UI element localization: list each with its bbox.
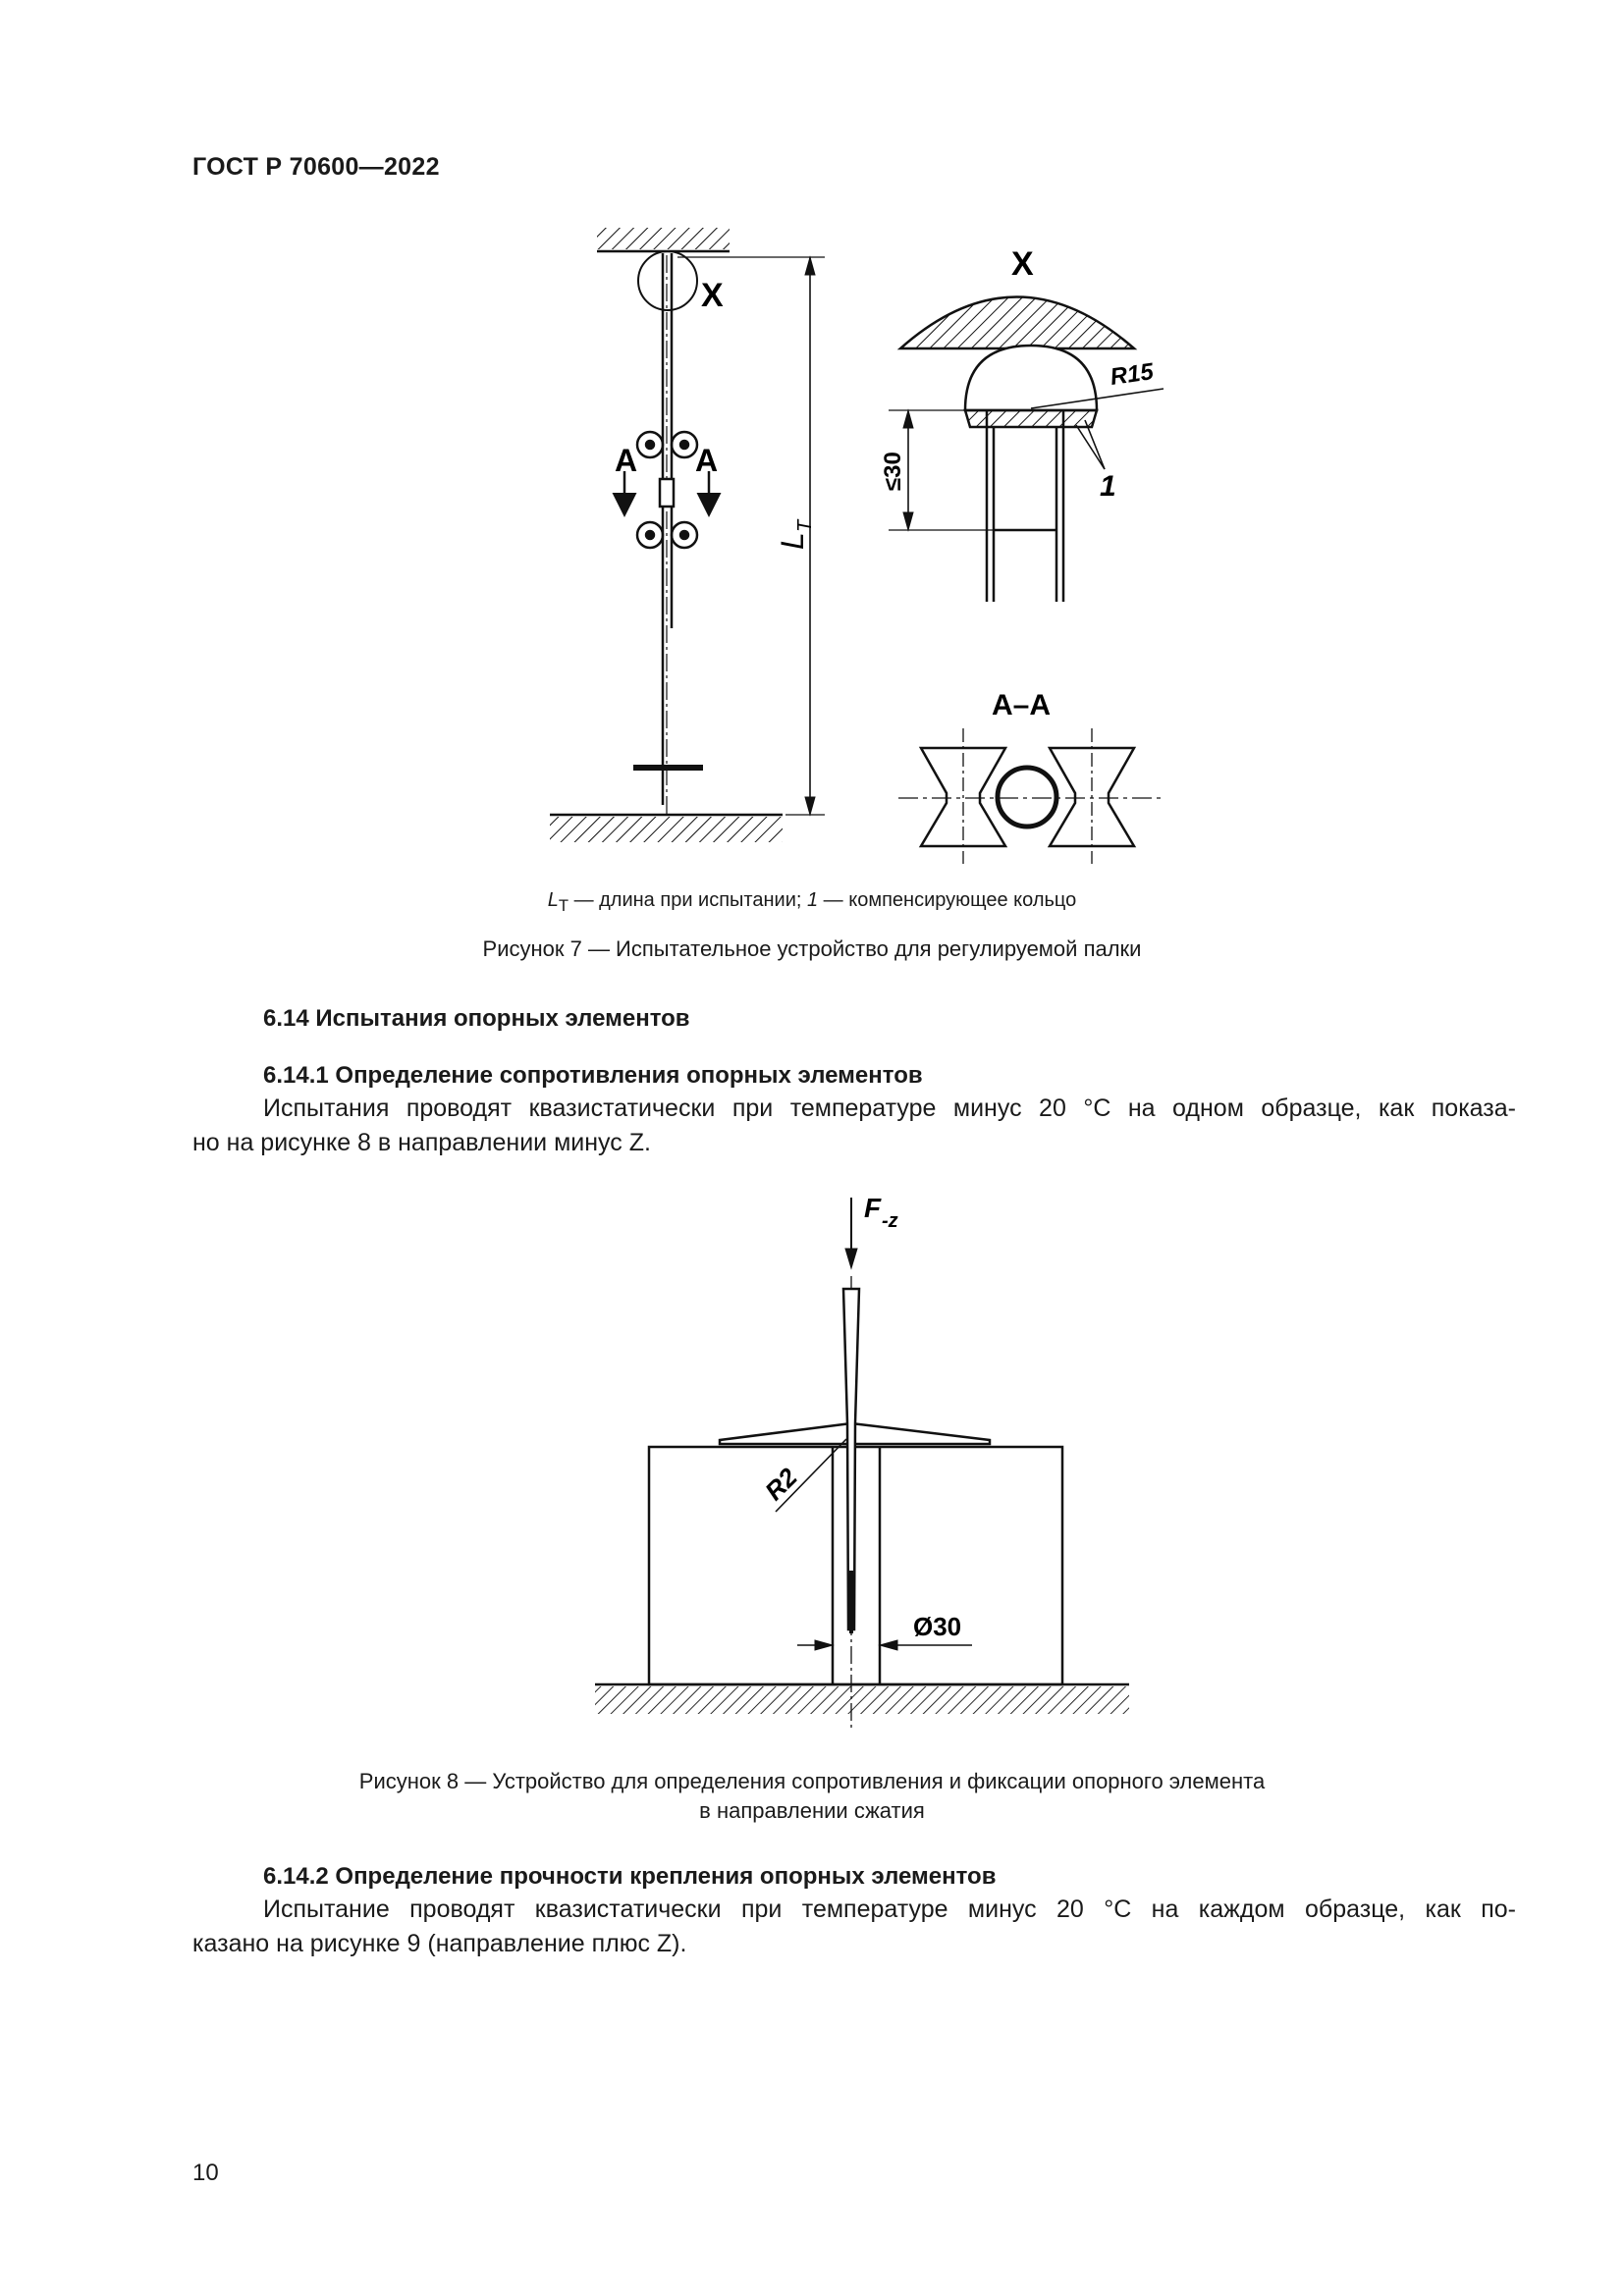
fig8-label-force: F [864, 1193, 882, 1223]
fig8-label-force-sub: -z [882, 1210, 898, 1232]
fig7-label-length-sub: T [794, 519, 816, 532]
fig8-label-diameter: Ø30 [913, 1612, 962, 1641]
legend-text-2: — компенсирующее кольцо [818, 889, 1077, 911]
legend-symbol-sub: T [558, 896, 569, 915]
section-6-14-2-title: 6.14.2 Определение прочности крепления опорных элементов [263, 1863, 997, 1890]
fig7-label-a-right: A [695, 443, 719, 478]
figure-7-legend [0, 889, 1624, 916]
legend-text-1: — длина при испытании; [568, 889, 807, 911]
fig7-label-x: X [701, 277, 724, 314]
legend-item: 1 [806, 889, 819, 911]
support-test-device [595, 1198, 1129, 1728]
fig7-label-item-1: 1 [1100, 470, 1116, 503]
paragraph-line: казано на рисунке 9 (направление плюс Z). [192, 1930, 687, 1957]
paragraph-line: Испытания проводят квазистатически при температуре минус 20 °С на одном образце, как показа- [263, 1095, 1516, 1122]
detail-x [889, 297, 1164, 603]
paragraph-line: Испытание проводят квазистатически при температуре минус 20 °С на каждом образце, как по- [263, 1896, 1516, 1923]
fig7-label-section: A–A [992, 689, 1052, 721]
figure-7-caption: Рисунок 7 — Испытательное устройство для регулируемой палки [482, 936, 1142, 961]
fig7-label-length: L [775, 532, 810, 550]
section-6-14-1-paragraph [192, 1092, 1516, 1160]
fig7-label-a-left: A [615, 443, 638, 478]
legend-symbol: L [547, 889, 559, 911]
section-6-14-title: 6.14 Испытания опорных элементов [263, 1005, 690, 1032]
fig7-label-x-detail: X [1011, 245, 1034, 283]
document-header: ГОСТ Р 70600—2022 [192, 153, 440, 181]
caption-line: Рисунок 8 — Устройство для определения сопротивления и фиксации опорного элемента [358, 1769, 1266, 1793]
fig7-label-dim-30: ≤30 [880, 452, 906, 491]
figure-8-drawing [584, 1188, 1149, 1737]
fig7-label-radius: R15 [1109, 358, 1156, 391]
page-number: 10 [192, 2160, 219, 2186]
section-a-a [898, 728, 1164, 864]
figure-8-caption [0, 1767, 1624, 1826]
caption-line: в направлении сжатия [699, 1798, 925, 1823]
figure-7-drawing [530, 216, 1178, 864]
paragraph-line: но на рисунке 8 в направлении минус Z. [192, 1129, 651, 1156]
section-6-14-2-paragraph [192, 1893, 1516, 1961]
fig8-label-radius: R2 [759, 1462, 803, 1507]
section-6-14-1-title: 6.14.1 Определение сопротивления опорных элементов [263, 1062, 923, 1089]
